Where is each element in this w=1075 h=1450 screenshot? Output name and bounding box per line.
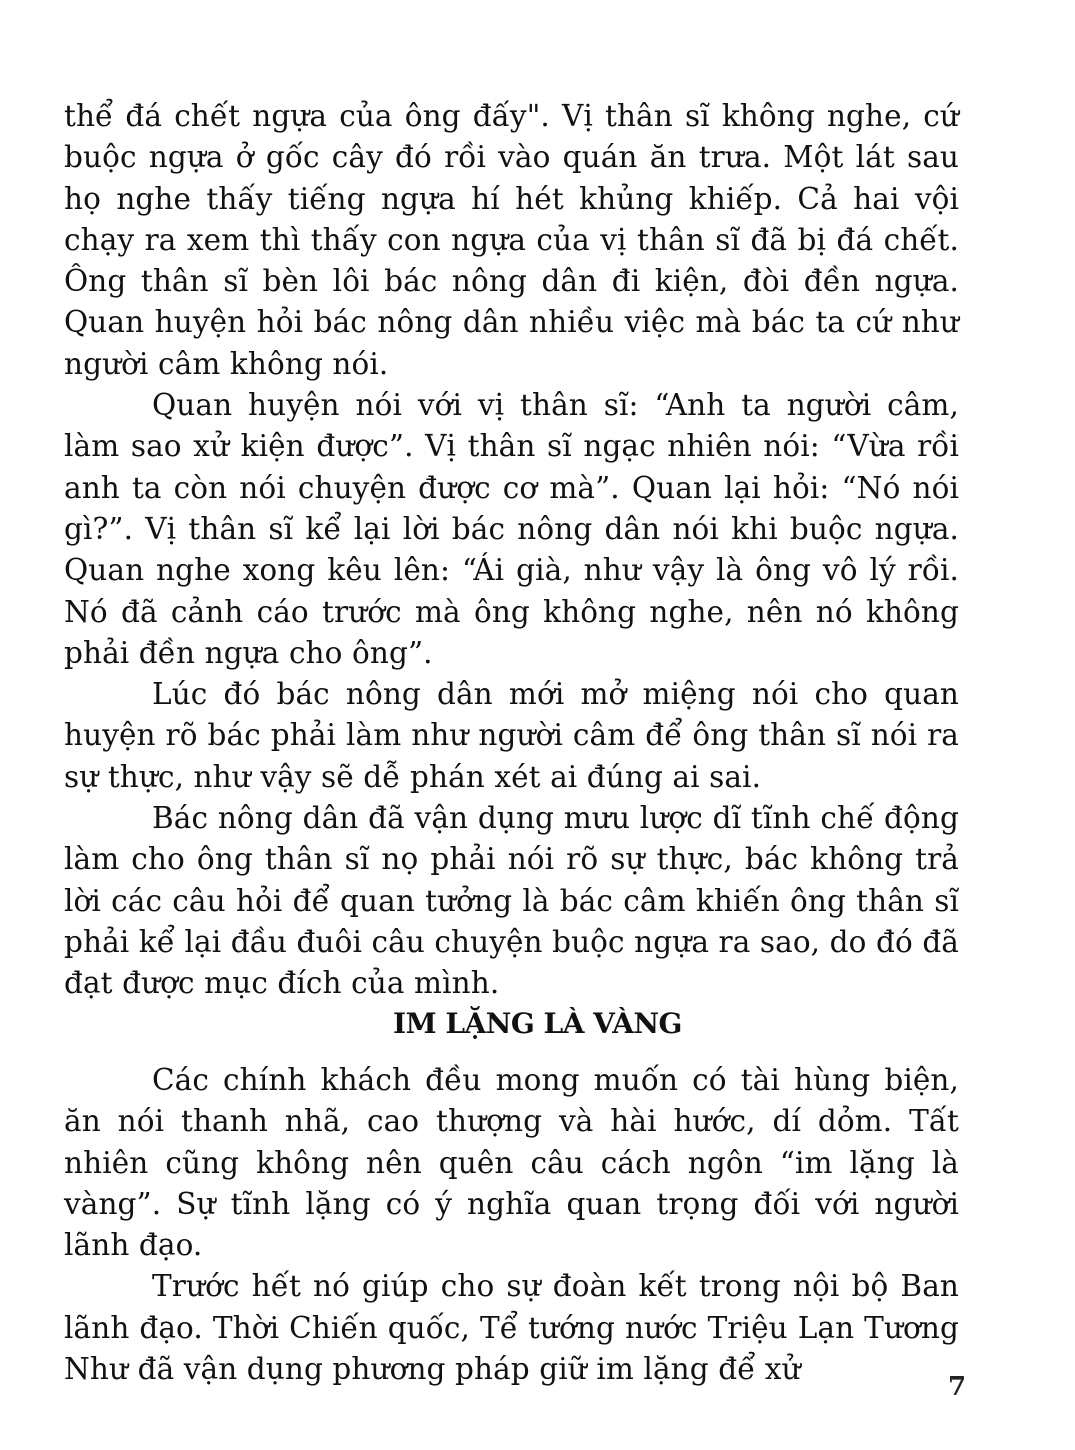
paragraph-farmer-explains: Lúc đó bác nông dân mới mở miệng nói cho quan huyện rõ bác phải làm như người câm để ông thân sĩ nói ra sự thực, như vậy sẽ dễ phán xét ai đúng ai sai. — [64, 677, 959, 794]
paragraph-intro: Các chính khách đều mong muốn có tài hùng biện, ăn nói thanh nhã, cao thượng và hài hước, dí dỏm. Tất nhiên cũng không nên quên câu cách ngôn “im lặng là vàng”. Sự tĩnh lặng có ý nghĩa quan trọng đối với người lãnh đạo. — [64, 1063, 959, 1263]
paragraph-magistrate: Quan huyện nói với vị thân sĩ: “Anh ta người câm, làm sao xử kiện được”. Vị thân sĩ ngạc nhiên nói: “Vừa rồi anh ta còn nói chuyện được cơ mà”. Quan lại hỏi: “Nó nói gì?”. Vị thân sĩ kể lại lời bác nông dân nói khi buộc ngựa. Quan nghe xong kêu lên: “Ái già, như vậy là ông vô lý rồi. Nó đã cảnh cáo trước mà ông không nghe, nên nó không phải đền ngựa cho ông”. — [64, 388, 959, 670]
paragraph-continuation: thể đá chết ngựa của ông đấy". Vị thân sĩ không nghe, cứ buộc ngựa ở gốc cây đó rồi vào quán ăn trưa. Một lát sau họ nghe thấy tiếng ngựa hí hét khủng khiếp. Cả hai vội chạy ra xem thì thấy con ngựa của vị thân sĩ đã bị đá chết. Ông thân sĩ bèn lôi bác nông dân đi kiện, đòi đền ngựa. Quan huyện hỏi bác nông dân nhiều việc mà bác ta cứ như người câm không nói. — [64, 99, 959, 381]
paragraph-moral: Bác nông dân đã vận dụng mưu lược dĩ tĩnh chế động làm cho ông thân sĩ nọ phải nói rõ sự thực, bác không trả lời các câu hỏi để quan tưởng là bác câm khiến ông thân sĩ phải kể lại đầu đuôi câu chuyện buộc ngựa ra sao, do đó đã đạt được mục đích của mình. — [64, 801, 959, 1001]
paragraph-first-point: Trước hết nó giúp cho sự đoàn kết trong nội bộ Ban lãnh đạo. Thời Chiến quốc, Tể tướng nước Triệu Lạn Tương Như đã vận dụng phương pháp giữ im lặng để xử — [64, 1269, 959, 1387]
page-number: 7 — [948, 1372, 967, 1402]
section-heading: IM LẶNG LÀ VÀNG — [393, 1007, 682, 1040]
story-conclusion — [64, 96, 959, 1005]
section-body — [64, 1060, 959, 1390]
